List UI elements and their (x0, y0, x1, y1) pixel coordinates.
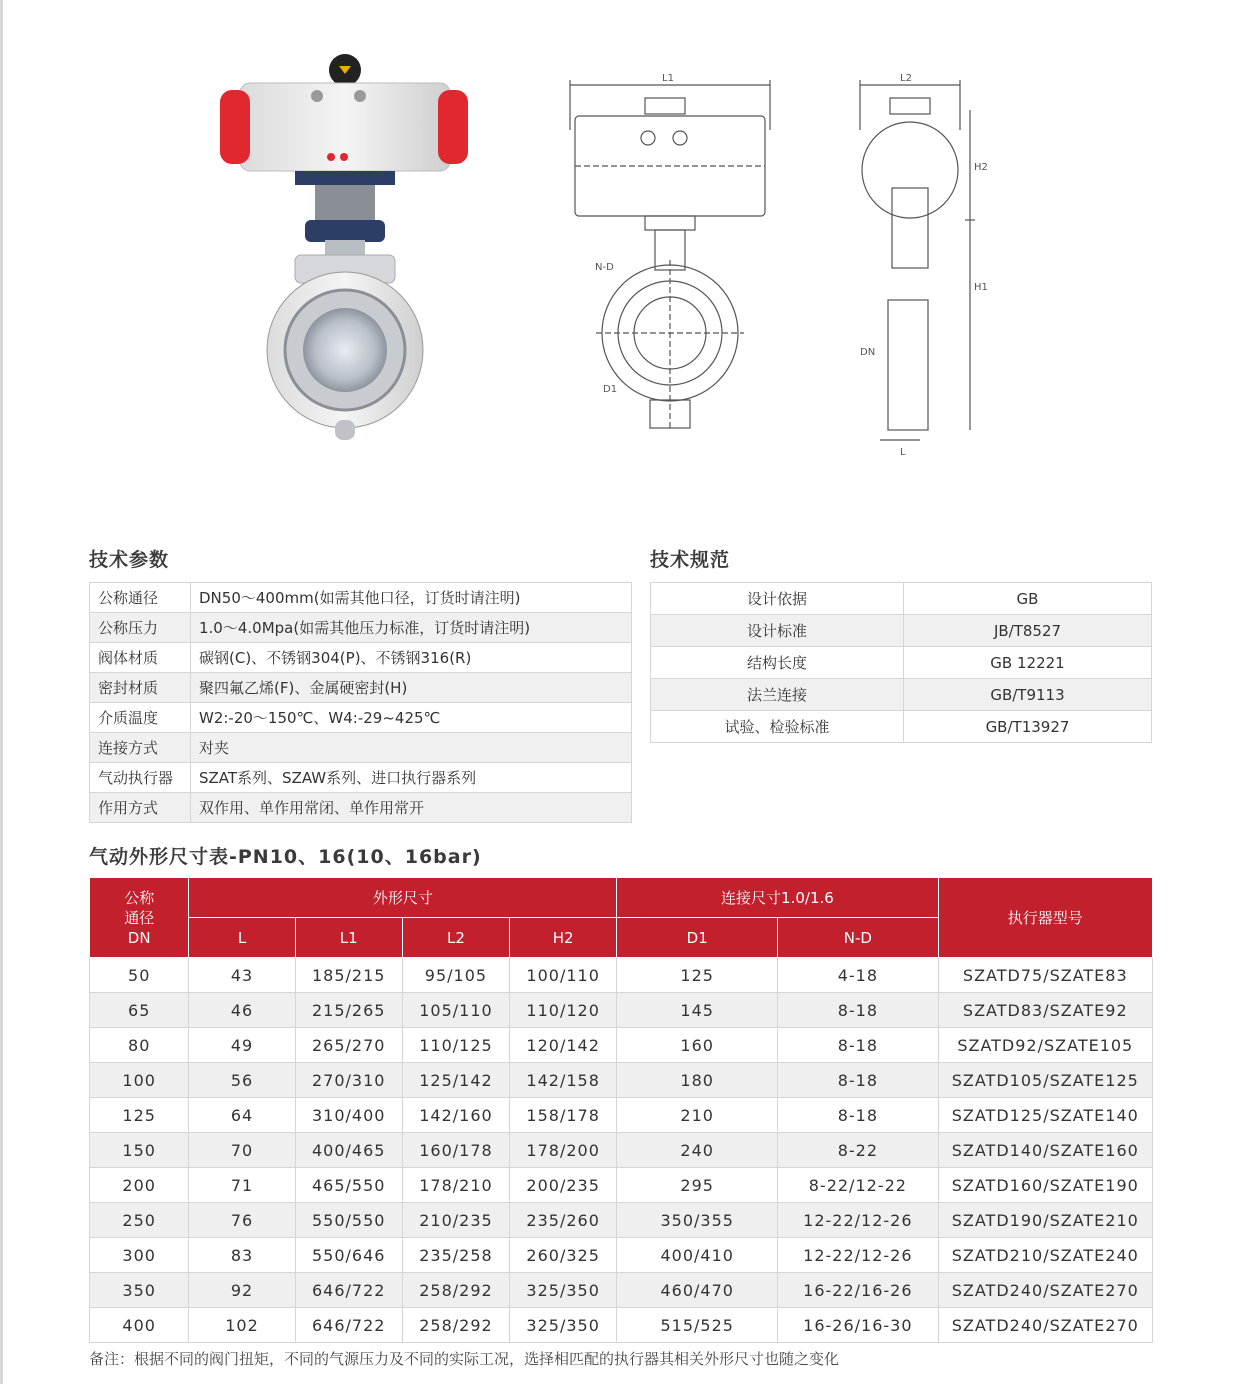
spec-value: GB (904, 583, 1152, 615)
table-row (90, 958, 1153, 993)
cell-h2: 325/350 (510, 1273, 617, 1308)
cell-l1: 215/265 (295, 993, 402, 1028)
cell-nd: 16-26/16-30 (778, 1308, 938, 1343)
header-nd: N-D (778, 918, 938, 958)
header-dn (90, 878, 189, 958)
cell-nd: 8-18 (778, 993, 938, 1028)
cell-nd: 8-22/12-22 (778, 1168, 938, 1203)
cell-dn: 350 (90, 1273, 189, 1308)
cell-actuator: SZATD210/SZATE240 (938, 1238, 1152, 1273)
cell-actuator: SZATD83/SZATE92 (938, 993, 1152, 1028)
spec-key: 结构长度 (651, 647, 904, 679)
spec-key: 法兰连接 (651, 679, 904, 711)
cell-l2: 178/210 (402, 1168, 509, 1203)
cell-l2: 210/235 (402, 1203, 509, 1238)
header-l2: L2 (402, 918, 509, 958)
cell-d1: 400/410 (617, 1238, 778, 1273)
table-row (90, 1028, 1153, 1063)
table-row (90, 1133, 1153, 1168)
cell-nd: 8-18 (778, 1063, 938, 1098)
cell-l: 56 (189, 1063, 295, 1098)
drawing-label-nd: N-D (595, 262, 614, 273)
cell-actuator: SZATD190/SZATE210 (938, 1203, 1152, 1238)
cell-d1: 515/525 (617, 1308, 778, 1343)
header-outer-dims: 外形尺寸 (189, 878, 617, 918)
cell-l: 92 (189, 1273, 295, 1308)
cell-h2: 325/350 (510, 1308, 617, 1343)
cell-l1: 465/550 (295, 1168, 402, 1203)
header-h2: H2 (510, 918, 617, 958)
header-actuator-model: 执行器型号 (938, 878, 1152, 958)
drawing-label-d1: D1 (603, 384, 618, 395)
cell-h2: 120/142 (510, 1028, 617, 1063)
cell-d1: 210 (617, 1098, 778, 1133)
cell-l2: 105/110 (402, 993, 509, 1028)
cell-l: 102 (189, 1308, 295, 1343)
cell-h2: 100/110 (510, 958, 617, 993)
cell-nd: 12-22/12-26 (778, 1203, 938, 1238)
drawing-label-l2: L2 (900, 73, 912, 84)
cell-actuator: SZATD75/SZATE83 (938, 958, 1152, 993)
header-l1: L1 (295, 918, 402, 958)
cell-h2: 158/178 (510, 1098, 617, 1133)
param-value: 对夹 (191, 733, 632, 763)
param-value: 聚四氟乙烯(F)、金属硬密封(H) (191, 673, 632, 703)
cell-dn: 80 (90, 1028, 189, 1063)
param-value: SZAT系列、SZAW系列、进口执行器系列 (191, 763, 632, 793)
param-row (90, 643, 632, 673)
spec-row (651, 615, 1152, 647)
cell-l1: 550/550 (295, 1203, 402, 1238)
cell-h2: 142/158 (510, 1063, 617, 1098)
cell-l1: 646/722 (295, 1308, 402, 1343)
cell-nd: 8-22 (778, 1133, 938, 1168)
spec-value: GB/T13927 (904, 711, 1152, 743)
cell-l2: 258/292 (402, 1308, 509, 1343)
cell-l1: 550/646 (295, 1238, 402, 1273)
cell-l2: 258/292 (402, 1273, 509, 1308)
cell-l: 43 (189, 958, 295, 993)
cell-dn: 200 (90, 1168, 189, 1203)
cell-nd: 8-18 (778, 1028, 938, 1063)
cell-dn: 400 (90, 1308, 189, 1343)
dims-title: 气动外形尺寸表-PN10、16(10、16bar) (89, 846, 482, 868)
cell-l1: 400/465 (295, 1133, 402, 1168)
cell-dn: 300 (90, 1238, 189, 1273)
table-row (90, 1238, 1153, 1273)
cell-l: 83 (189, 1238, 295, 1273)
specs-title: 技术规范 (650, 549, 731, 571)
cell-l: 76 (189, 1203, 295, 1238)
cell-dn: 125 (90, 1098, 189, 1133)
header-l: L (189, 918, 295, 958)
param-key: 公称压力 (90, 613, 191, 643)
spec-key: 设计依据 (651, 583, 904, 615)
param-value: W2:-20～150℃、W4:-29~425℃ (191, 703, 632, 733)
param-row (90, 613, 632, 643)
param-key: 连接方式 (90, 733, 191, 763)
cell-actuator: SZATD240/SZATE270 (938, 1308, 1152, 1343)
param-value: DN50～400mm(如需其他口径，订货时请注明) (191, 583, 632, 613)
footnote: 备注：根据不同的阀门扭矩，不同的气源压力及不同的实际工况，选择相匹配的执行器其相关外形尺寸也随之变化 (89, 1350, 840, 1368)
param-key: 阀体材质 (90, 643, 191, 673)
cell-d1: 240 (617, 1133, 778, 1168)
cell-l2: 160/178 (402, 1133, 509, 1168)
param-key: 气动执行器 (90, 763, 191, 793)
cell-l: 70 (189, 1133, 295, 1168)
cell-l: 46 (189, 993, 295, 1028)
cell-actuator: SZATD125/SZATE140 (938, 1098, 1152, 1133)
cell-d1: 180 (617, 1063, 778, 1098)
cell-actuator: SZATD160/SZATE190 (938, 1168, 1152, 1203)
table-row (90, 1063, 1153, 1098)
cell-dn: 150 (90, 1133, 189, 1168)
cell-actuator: SZATD140/SZATE160 (938, 1133, 1152, 1168)
cell-h2: 235/260 (510, 1203, 617, 1238)
spec-row (651, 679, 1152, 711)
cell-h2: 260/325 (510, 1238, 617, 1273)
param-row (90, 733, 632, 763)
spec-key: 试验、检验标准 (651, 711, 904, 743)
cell-l: 64 (189, 1098, 295, 1133)
dimensions-table (89, 877, 1153, 1343)
cell-l2: 125/142 (402, 1063, 509, 1098)
table-row (90, 1098, 1153, 1133)
cell-dn: 100 (90, 1063, 189, 1098)
cell-d1: 460/470 (617, 1273, 778, 1308)
param-key: 介质温度 (90, 703, 191, 733)
cell-l1: 310/400 (295, 1098, 402, 1133)
spec-value: JB/T8527 (904, 615, 1152, 647)
drawing-label-dn: DN (860, 347, 876, 358)
spec-key: 设计标准 (651, 615, 904, 647)
param-value: 碳钢(C)、不锈钢304(P)、不锈钢316(R) (191, 643, 632, 673)
drawing-label-h1: H1 (974, 282, 988, 293)
table-row (90, 1308, 1153, 1343)
cell-actuator: SZATD92/SZATE105 (938, 1028, 1152, 1063)
cell-d1: 145 (617, 993, 778, 1028)
cell-dn: 250 (90, 1203, 189, 1238)
cell-d1: 125 (617, 958, 778, 993)
cell-d1: 295 (617, 1168, 778, 1203)
drawing-label-h2: H2 (974, 162, 988, 173)
cell-dn: 50 (90, 958, 189, 993)
cell-nd: 4-18 (778, 958, 938, 993)
cell-l2: 95/105 (402, 958, 509, 993)
param-key: 公称通径 (90, 583, 191, 613)
table-row (90, 1273, 1153, 1308)
params-title: 技术参数 (89, 549, 170, 571)
cell-h2: 200/235 (510, 1168, 617, 1203)
cell-l1: 265/270 (295, 1028, 402, 1063)
cell-d1: 160 (617, 1028, 778, 1063)
header-dn-line3: DN (127, 928, 151, 947)
param-key: 密封材质 (90, 673, 191, 703)
cell-d1: 350/355 (617, 1203, 778, 1238)
param-row (90, 673, 632, 703)
param-row (90, 793, 632, 823)
cell-nd: 8-18 (778, 1098, 938, 1133)
cell-nd: 12-22/12-26 (778, 1238, 938, 1273)
drawing-label-l1: L1 (662, 73, 674, 84)
param-row (90, 703, 632, 733)
table-row (90, 993, 1153, 1028)
cell-l1: 646/722 (295, 1273, 402, 1308)
cell-l1: 270/310 (295, 1063, 402, 1098)
spec-value: GB/T9113 (904, 679, 1152, 711)
header-connection-dims: 连接尺寸1.0/1.6 (617, 878, 938, 918)
cell-h2: 178/200 (510, 1133, 617, 1168)
cell-l: 49 (189, 1028, 295, 1063)
spec-row (651, 583, 1152, 615)
header-dn-line2: 通径 (124, 908, 155, 927)
cell-l2: 235/258 (402, 1238, 509, 1273)
header-d1: D1 (617, 918, 778, 958)
page-left-border (0, 0, 3, 1384)
params-table (89, 582, 632, 823)
param-value: 1.0～4.0Mpa(如需其他压力标准，订货时请注明) (191, 613, 632, 643)
spec-row (651, 711, 1152, 743)
drawing-label-l: L (900, 447, 906, 458)
param-row (90, 763, 632, 793)
front-view-drawing (560, 70, 780, 460)
cell-l1: 185/215 (295, 958, 402, 993)
spec-value: GB 12221 (904, 647, 1152, 679)
param-key: 作用方式 (90, 793, 191, 823)
param-value: 双作用、单作用常闭、单作用常开 (191, 793, 632, 823)
cell-nd: 16-22/16-26 (778, 1273, 938, 1308)
cell-l2: 142/160 (402, 1098, 509, 1133)
cell-l2: 110/125 (402, 1028, 509, 1063)
cell-h2: 110/120 (510, 993, 617, 1028)
header-dn-line1: 公称 (124, 888, 155, 907)
cell-actuator: SZATD105/SZATE125 (938, 1063, 1152, 1098)
table-row (90, 1203, 1153, 1238)
valve-product-photo (200, 50, 490, 450)
cell-actuator: SZATD240/SZATE270 (938, 1273, 1152, 1308)
table-row (90, 1168, 1153, 1203)
cell-l: 71 (189, 1168, 295, 1203)
spec-row (651, 647, 1152, 679)
param-row (90, 583, 632, 613)
cell-dn: 65 (90, 993, 189, 1028)
specs-table (650, 582, 1152, 743)
side-view-drawing (840, 70, 990, 460)
